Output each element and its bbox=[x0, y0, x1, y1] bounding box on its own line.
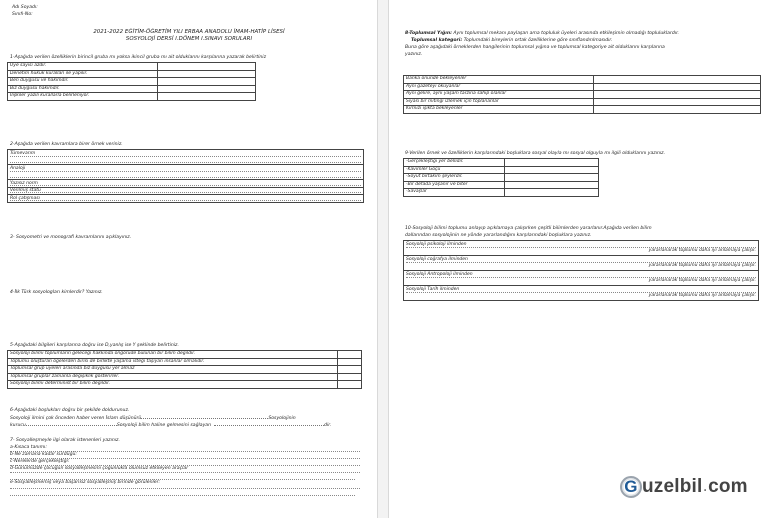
q6-text: Sosyolojinin bbox=[268, 416, 296, 421]
student-class-label: Sınıfı-No: bbox=[12, 12, 33, 17]
q7-label: c-Nerelerde gerçekleştiği: bbox=[10, 459, 70, 464]
table-row bbox=[8, 63, 256, 71]
question-8-table bbox=[403, 75, 761, 114]
question-7-prompt: 7- Sosyalleşmeyle ilgi olarak istenenleri yazınız. bbox=[10, 438, 120, 443]
q2-row[interactable] bbox=[8, 150, 364, 165]
q5-statement: Toplumsal gruplar zamanla değişiklik gösterirler. bbox=[8, 373, 338, 381]
question-2-table bbox=[7, 149, 364, 203]
table-row bbox=[404, 181, 599, 189]
q1-item: Ben duygusu ve hakimdir. bbox=[8, 78, 158, 86]
q10-suffix: yararlanarak toplumu daha iyi anlamaya çalışır. bbox=[648, 293, 756, 298]
q2-term: Verilmiş statü bbox=[10, 188, 41, 194]
answer-cell[interactable] bbox=[338, 373, 362, 381]
table-row bbox=[8, 93, 256, 101]
table-row bbox=[8, 187, 364, 195]
table-row bbox=[8, 180, 364, 188]
answer-cell[interactable] bbox=[505, 174, 599, 182]
q5-statement: Sosyoloji bilimi determinist bir bilim değildir. bbox=[8, 381, 338, 389]
q8-item: Kırmızı ışıkta bekleyenler bbox=[404, 106, 594, 114]
q2-row[interactable] bbox=[8, 187, 364, 195]
question-8-instruction-1: Buna göre aşağıdaki örneklerden hangilerinin toplumsal yığına ve toplumsal kategoriye ait olduklarını karşılarına bbox=[405, 45, 665, 50]
answer-cell[interactable] bbox=[594, 83, 761, 91]
exam-title-line2: SOSYOLOJİ DERSİ I.DÖNEM I.SINAVI SORULARI bbox=[125, 36, 253, 42]
question-8-def-2 bbox=[411, 38, 612, 44]
q8-item: Aynı gazeteyi okuyanlar bbox=[404, 83, 594, 91]
q10-field: Sosyoloji psikoloji ilminden bbox=[406, 242, 467, 247]
answer-cell[interactable] bbox=[505, 189, 599, 197]
table-row bbox=[8, 351, 362, 359]
q10-field: Sosyoloji Tarih ilminden bbox=[406, 287, 460, 292]
question-9-prompt: 9-Verilen örnek ve özelliklerin karşılarındaki boşluklara sosyal olayla mı sosyal olguyla mı ilgili olduklarını yazınız. bbox=[405, 151, 666, 156]
q2-term: Analoji bbox=[10, 166, 26, 171]
table-row bbox=[404, 174, 599, 182]
table-row bbox=[404, 189, 599, 197]
q7-item[interactable] bbox=[10, 480, 360, 489]
q9-item: -Soyut birtakım şeylerdir. bbox=[404, 174, 505, 182]
q1-item: Biz duygusu hakimdir. bbox=[8, 85, 158, 93]
table-row bbox=[404, 98, 761, 106]
blank-field[interactable] bbox=[26, 422, 117, 426]
question-3-prompt: 3- Sosyometri ve monografi kavramlarını açıklayınız. bbox=[10, 235, 132, 240]
answer-cell[interactable] bbox=[505, 159, 599, 167]
question-8-instruction-2: yazınız. bbox=[405, 52, 423, 57]
q2-term: Tümevarım bbox=[10, 151, 36, 156]
table-row bbox=[8, 78, 256, 86]
q9-item: -Kavimler Göçü bbox=[404, 166, 505, 174]
table-row bbox=[8, 358, 362, 366]
table-row bbox=[8, 373, 362, 381]
table-row bbox=[8, 366, 362, 374]
student-name-label: Adı Soyadı: bbox=[12, 5, 38, 10]
q7-label: d-Günümüzde çocuğun sosyalleşmesini çoğunlukla olumsuz etkileyen araçlar bbox=[10, 466, 189, 471]
q2-row[interactable] bbox=[8, 180, 364, 188]
term-definition: Aynı toplumsal mekanı paylaşan ama topluluk üyeleri arasında etkileşimin olmadığı topluluklardır. bbox=[453, 31, 680, 36]
q8-item: Siyasi bir mitingi izlemek için toplananlar bbox=[404, 98, 594, 106]
q10-row[interactable] bbox=[404, 286, 759, 301]
q5-statement: Toplumu oluşturan öğelerden birisi de birlikte yaşama isteği taşıyan insanlar olmalıdır. bbox=[8, 358, 338, 366]
question-5-prompt: 5-Aşağıdaki bilgileri karşılarına doğru ise D,yanlış ise Y şeklinde belirtiniz. bbox=[10, 343, 179, 348]
q2-term: Rol çatışması bbox=[10, 195, 40, 201]
term-label: Toplumsal kategori: bbox=[411, 38, 463, 43]
answer-cell[interactable] bbox=[338, 366, 362, 374]
question-6-prompt: 6-Aşağıdaki boşlukları doğru bir şekilde doldurunuz. bbox=[10, 408, 130, 413]
table-row bbox=[404, 241, 759, 256]
answer-cell[interactable] bbox=[594, 106, 761, 114]
answer-cell[interactable] bbox=[505, 181, 599, 189]
q7-item[interactable] bbox=[10, 452, 360, 459]
answer-cell[interactable] bbox=[338, 358, 362, 366]
question-2-prompt: 2-Aşağıda verilen kavramlara birer örnek veriniz. bbox=[10, 142, 123, 147]
table-row bbox=[8, 381, 362, 389]
table-row bbox=[404, 106, 761, 114]
q5-statement: Toplumsal grup üyeleri arasında biz duygusu yer almaz bbox=[8, 366, 338, 374]
q10-suffix: yararlanarak toplumu daha iyi anlamaya çalışır. bbox=[648, 278, 756, 283]
q10-row[interactable] bbox=[404, 241, 759, 256]
table-row bbox=[8, 85, 256, 93]
q6-text: kurucu bbox=[10, 423, 26, 428]
q7-item[interactable] bbox=[10, 459, 360, 466]
q1-item: Üye sayısı azdır. bbox=[8, 63, 158, 71]
question-1-prompt: 1-Aşağıda verilen özelliklerin birincil gruba mı yoksa ikincil gruba mı ait olduklarını karşılarına yazarak belirtiniz bbox=[10, 55, 266, 60]
q7-label: b-Ne zamana kadar sürdüğü: bbox=[10, 452, 77, 457]
watermark-logo bbox=[620, 476, 748, 498]
q7-label: e-Sosyalleşmemiş veya başarısız sosyalleşmiş birinde görülenler: bbox=[10, 480, 161, 485]
question-10-prompt-2: dallarından sosyolojinin ne yönde yararlandığını karşılarındaki boşluklara yazınız. bbox=[405, 233, 592, 238]
q2-row[interactable] bbox=[8, 165, 364, 180]
table-row bbox=[8, 70, 256, 78]
table-row bbox=[404, 91, 761, 99]
q8-item: Banka önünde bekleyenler bbox=[404, 76, 594, 84]
logo-dot: . bbox=[703, 480, 708, 494]
q2-row[interactable] bbox=[8, 195, 364, 203]
q7-item[interactable] bbox=[10, 466, 360, 473]
q10-row[interactable] bbox=[404, 256, 759, 271]
q7-item[interactable] bbox=[10, 445, 360, 452]
question-5-table bbox=[7, 350, 362, 389]
answer-cell[interactable] bbox=[594, 91, 761, 99]
q9-item: -Savaşlar bbox=[404, 189, 505, 197]
answer-cell[interactable] bbox=[338, 381, 362, 389]
q6-line-1 bbox=[10, 415, 350, 422]
table-row bbox=[8, 195, 364, 203]
q6-text: dir. bbox=[324, 423, 332, 428]
term-label: 8-Toplumsal Yığın: bbox=[405, 31, 452, 36]
q6-text: Sosyoloji ilmini çok önceden haber veren İslam düşünürü bbox=[10, 416, 142, 421]
question-9-table bbox=[403, 158, 599, 197]
q8-item: Aynı gelire, aynı yaşam tarzına sahip olanlar bbox=[404, 91, 594, 99]
table-row bbox=[404, 83, 761, 91]
answer-cell[interactable] bbox=[158, 85, 256, 93]
exam-page-2 bbox=[388, 0, 768, 518]
q7-item-continuation[interactable] bbox=[10, 489, 355, 496]
exam-page-1 bbox=[0, 0, 378, 518]
exam-title-line1: 2021-2022 EĞİTİM-ÖĞRETİM YILI ERBAA ANADOLU İMAM-HATİP LİSESİ bbox=[93, 29, 285, 35]
q2-term: Yazısız norm bbox=[10, 180, 38, 186]
q1-item: Denetim hukuk kuralları ile yapılır. bbox=[8, 70, 158, 78]
q1-item: İlişkiler yazılı kurallarla belirleniyor. bbox=[8, 93, 158, 101]
term-definition: Toplumdaki bireylerin ortak özelliklerine göre sınıflandırılmasıdır. bbox=[463, 38, 613, 43]
page-gap bbox=[378, 0, 388, 518]
question-8-def-1 bbox=[405, 31, 679, 37]
question-10-table bbox=[403, 240, 759, 301]
answer-cell[interactable] bbox=[338, 351, 362, 359]
table-row bbox=[8, 150, 364, 165]
question-10-prompt-1: 10-Sosyoloji bilimi toplumu anlayıp açıklamaya çalışırken çeşitli bilimlerden yararlanır.Aşağıda verilen bilim bbox=[405, 226, 652, 231]
q10-field: Sosyoloji Antropoloji ilminden bbox=[406, 272, 473, 277]
answer-cell[interactable] bbox=[158, 78, 256, 86]
table-row bbox=[404, 166, 599, 174]
q10-suffix: yararlanarak toplumu daha iyi anlamaya çalışır. bbox=[648, 263, 756, 268]
q9-item: -Bir defada yaşanır ve biter bbox=[404, 181, 505, 189]
table-row bbox=[404, 286, 759, 301]
table-row bbox=[404, 271, 759, 286]
table-row bbox=[404, 256, 759, 271]
q10-row[interactable] bbox=[404, 271, 759, 286]
q7-items bbox=[10, 445, 360, 496]
q6-text: Sosyoloji bilim haline gelmesini sağlayan bbox=[116, 423, 212, 428]
answer-cell[interactable] bbox=[158, 63, 256, 71]
logo-tld: com bbox=[708, 476, 748, 497]
q10-suffix: yararlanarak toplumu daha iyi anlamaya çalışır. bbox=[648, 248, 756, 253]
logo-g-icon: G bbox=[620, 476, 642, 498]
answer-cell[interactable] bbox=[594, 76, 761, 84]
answer-cell[interactable] bbox=[594, 98, 761, 106]
q5-statement: Sosyoloji bilimi toplumların geleceği hakkında öngörüde bulunan bir bilim değildir. bbox=[8, 351, 338, 359]
table-row bbox=[8, 165, 364, 180]
table-row bbox=[404, 76, 761, 84]
question-1-table bbox=[7, 62, 256, 101]
answer-cell[interactable] bbox=[505, 166, 599, 174]
logo-text: uzelbil bbox=[642, 476, 703, 497]
question-4-prompt: 4-İlk Türk sosyologları kimlerdir? Yazınız. bbox=[10, 290, 103, 295]
q6-line-2 bbox=[10, 422, 360, 429]
answer-cell[interactable] bbox=[158, 70, 256, 78]
blank-field[interactable] bbox=[214, 422, 324, 426]
q7-label: a-Kısaca tanımı: bbox=[10, 445, 47, 450]
q9-item: -Gerçekleştiği yer bellidir. bbox=[404, 159, 505, 167]
blank-field[interactable] bbox=[141, 415, 268, 419]
q10-field: Sosyoloji coğrafya ilminden bbox=[406, 257, 468, 262]
answer-cell[interactable] bbox=[158, 93, 256, 101]
table-row bbox=[404, 159, 599, 167]
q7-item-continuation[interactable] bbox=[10, 473, 355, 480]
